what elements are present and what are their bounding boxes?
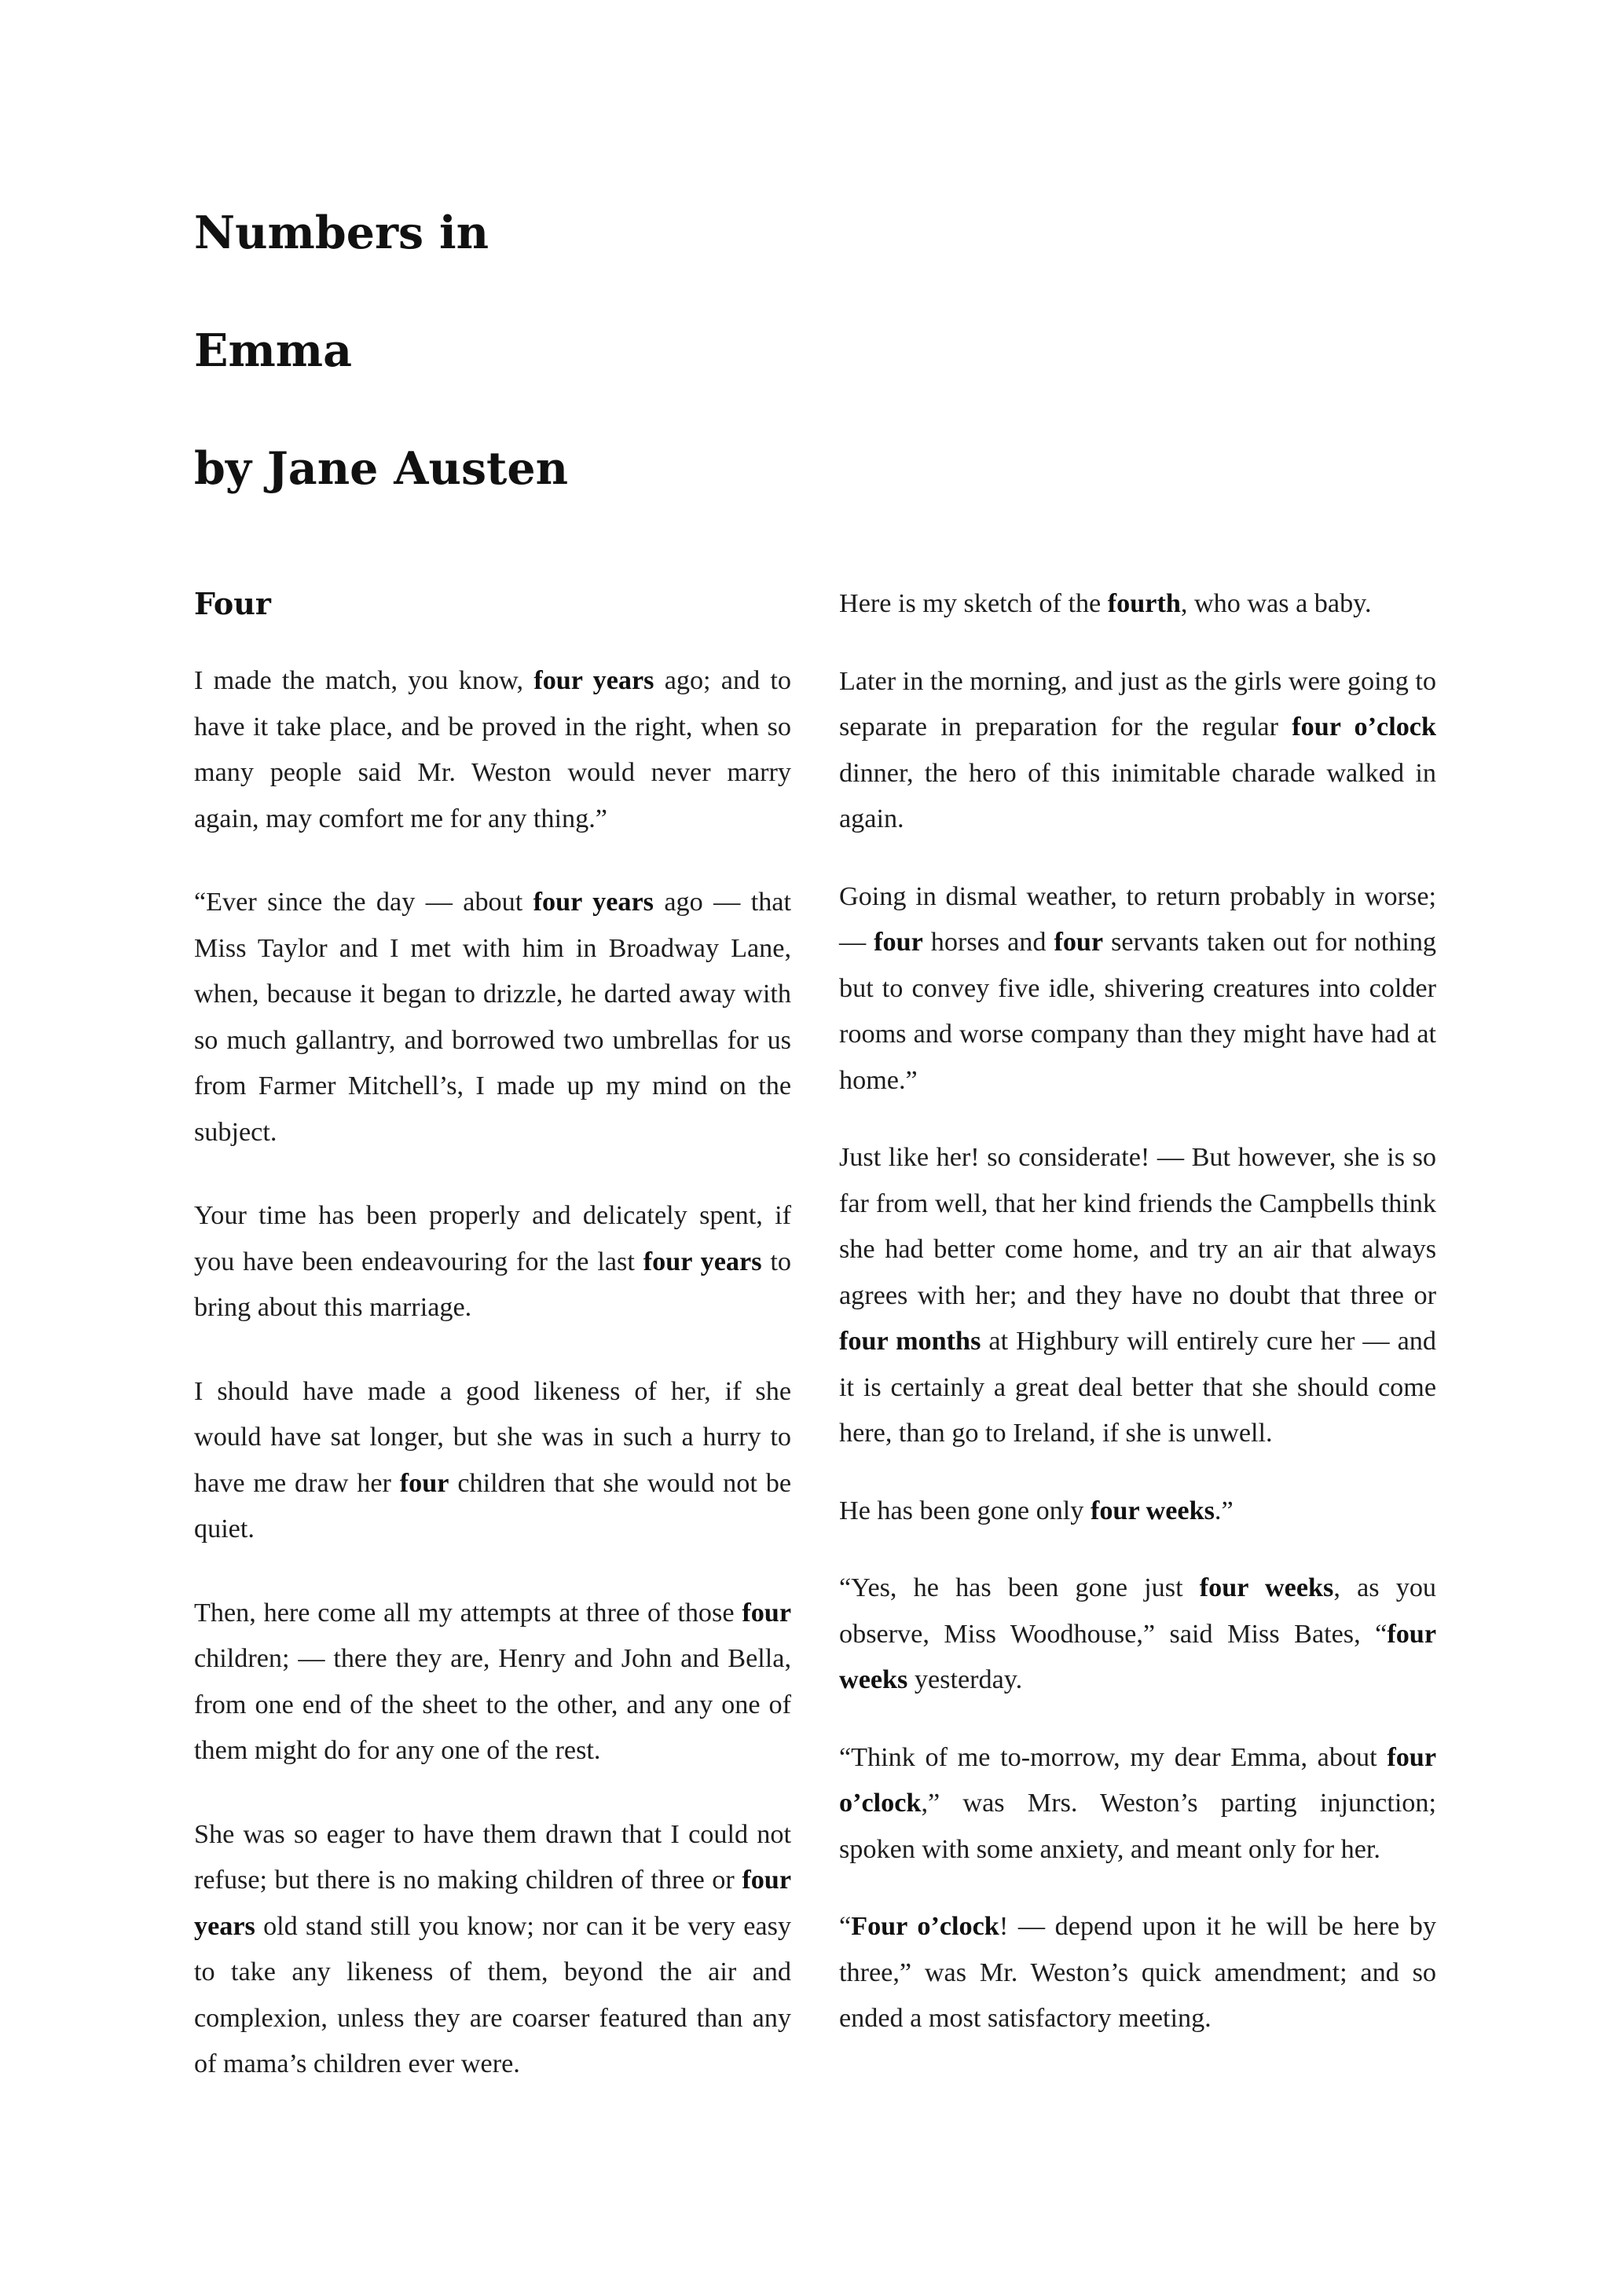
text-run: Then, here come all my attempts at three of those (194, 1598, 742, 1628)
text-run: “Think of me to-morrow, my dear Emma, about (839, 1742, 1388, 1772)
bold-number-phrase: four (874, 928, 923, 957)
text-run: She was so eager to have them drawn that I could not refuse; but there is no making children of three or (194, 1819, 791, 1895)
title-line: Numbers in (194, 207, 489, 259)
bold-number-phrase: four years (533, 888, 654, 917)
paragraph (839, 581, 1436, 628)
text-run: ! — depend upon it he will be here by three,” was Mr. Weston’s quick amendment; and so ended a most satisfactory meeting. (839, 1912, 1436, 2033)
text-run: horses and (922, 928, 1054, 957)
bold-number-phrase: four years (194, 1866, 791, 1941)
bold-number-phrase: four (399, 1468, 449, 1498)
text-run: “Yes, he has been gone just (839, 1573, 1200, 1602)
bold-number-phrase: four weeks (839, 1619, 1436, 1694)
left-paragraphs (194, 658, 791, 2088)
paragraph (839, 874, 1436, 1104)
text-run: Just like her! so considerate! — But however, she is so far from well, that her kind friends the Campbells think she had better come home, and try an air that always agrees with her; and they have no doubt that three or (839, 1143, 1436, 1310)
title-line: Emma (194, 324, 353, 377)
paragraph (839, 1904, 1436, 2042)
text-run: dinner, the hero of this inimitable charade walked in again. (839, 758, 1436, 833)
text-run: “Ever since the day — about (194, 888, 533, 917)
text-run: Here is my sketch of the (839, 589, 1108, 618)
paragraph (194, 1812, 791, 2088)
text-run: at Highbury will entirely cure her — and it is certainly a great deal better that she should come here, than go to Ireland, if she is unwell. (839, 1327, 1436, 1448)
paragraph (194, 1591, 791, 1774)
paragraph (839, 1735, 1436, 1873)
paragraph (194, 880, 791, 1155)
text-run: Later in the morning, and just as the girls were going to separate in preparation for the regular (839, 666, 1436, 742)
text-run: to bring about this marriage. (194, 1247, 791, 1322)
text-run: children that she would not be quiet. (194, 1468, 791, 1543)
bold-number-phrase: four o’clock (839, 1742, 1436, 1818)
bold-number-phrase: Four o’clock (851, 1912, 999, 1941)
text-run: ,” was Mrs. Weston’s parting injunction; spoken with some anxiety, and meant only for her. (839, 1789, 1436, 1864)
text-run: Your time has been properly and delicately spent, if you have been endeavouring for the last (194, 1201, 791, 1276)
text-run: ago — that Miss Taylor and I met with him in Broadway Lane, when, because it began to drizzle, he darted away with so much gallantry, and borrowed two umbrellas for us from Farmer Mitchell’s, I made up my mind on the subject. (194, 888, 791, 1147)
bold-number-phrase: four years (533, 666, 654, 695)
paragraph (194, 1369, 791, 1553)
text-run: I should have made a good likeness of her, if she would have sat longer, but she was in such a hurry to have me draw her (194, 1376, 791, 1498)
text-run: yesterday. (907, 1665, 1023, 1694)
paragraph (194, 658, 791, 842)
right-paragraphs (839, 581, 1436, 2042)
paragraph (839, 1489, 1436, 1535)
document-title (194, 174, 901, 528)
text-run: servants taken out for nothing but to convey five idle, shivering creatures into colder rooms and worse company than they might have had at home.” (839, 928, 1437, 1095)
bold-number-phrase: four weeks (1090, 1496, 1215, 1525)
text-run: “ (839, 1912, 852, 1941)
paragraph (839, 1565, 1436, 1704)
section-heading: Four (194, 586, 271, 621)
left-column (194, 581, 791, 2126)
bold-number-phrase: four (742, 1598, 791, 1628)
text-run: children; — there they are, Henry and John and Bella, from one end of the sheet to the other, and any one of them might do for any one of the rest. (194, 1644, 791, 1765)
text-run: I made the match, you know, (194, 666, 534, 695)
bold-number-phrase: four o’clock (1292, 712, 1436, 742)
bold-number-phrase: four (1054, 928, 1104, 957)
text-run: He has been gone only (839, 1496, 1091, 1525)
text-run: , as you observe, Miss Woodhouse,” said Miss Bates, “ (839, 1573, 1437, 1649)
paragraph (839, 1135, 1436, 1457)
text-run: ago; and to have it take place, and be proved in the right, when so many people said Mr. Weston would never marry again, may comfort me for any thing.” (194, 666, 791, 833)
paragraph (839, 659, 1436, 843)
text-run: , who was a baby. (1180, 589, 1372, 618)
title-line: by Jane Austen (194, 442, 569, 495)
text-run: Going in dismal weather, to return probably in worse; — (839, 881, 1436, 957)
text-run: old stand still you know; nor can it be very easy to take any likeness of them, beyond the air and complexion, unless they are coarser featured than any of mama’s children ever were. (194, 1911, 791, 2078)
right-column (839, 581, 1436, 2074)
text-run: .” (1214, 1496, 1234, 1525)
bold-number-phrase: four months (839, 1327, 981, 1356)
paragraph (194, 1193, 791, 1331)
bold-number-phrase: four years (643, 1247, 762, 1276)
bold-number-phrase: fourth (1107, 589, 1181, 618)
bold-number-phrase: four weeks (1199, 1573, 1334, 1602)
